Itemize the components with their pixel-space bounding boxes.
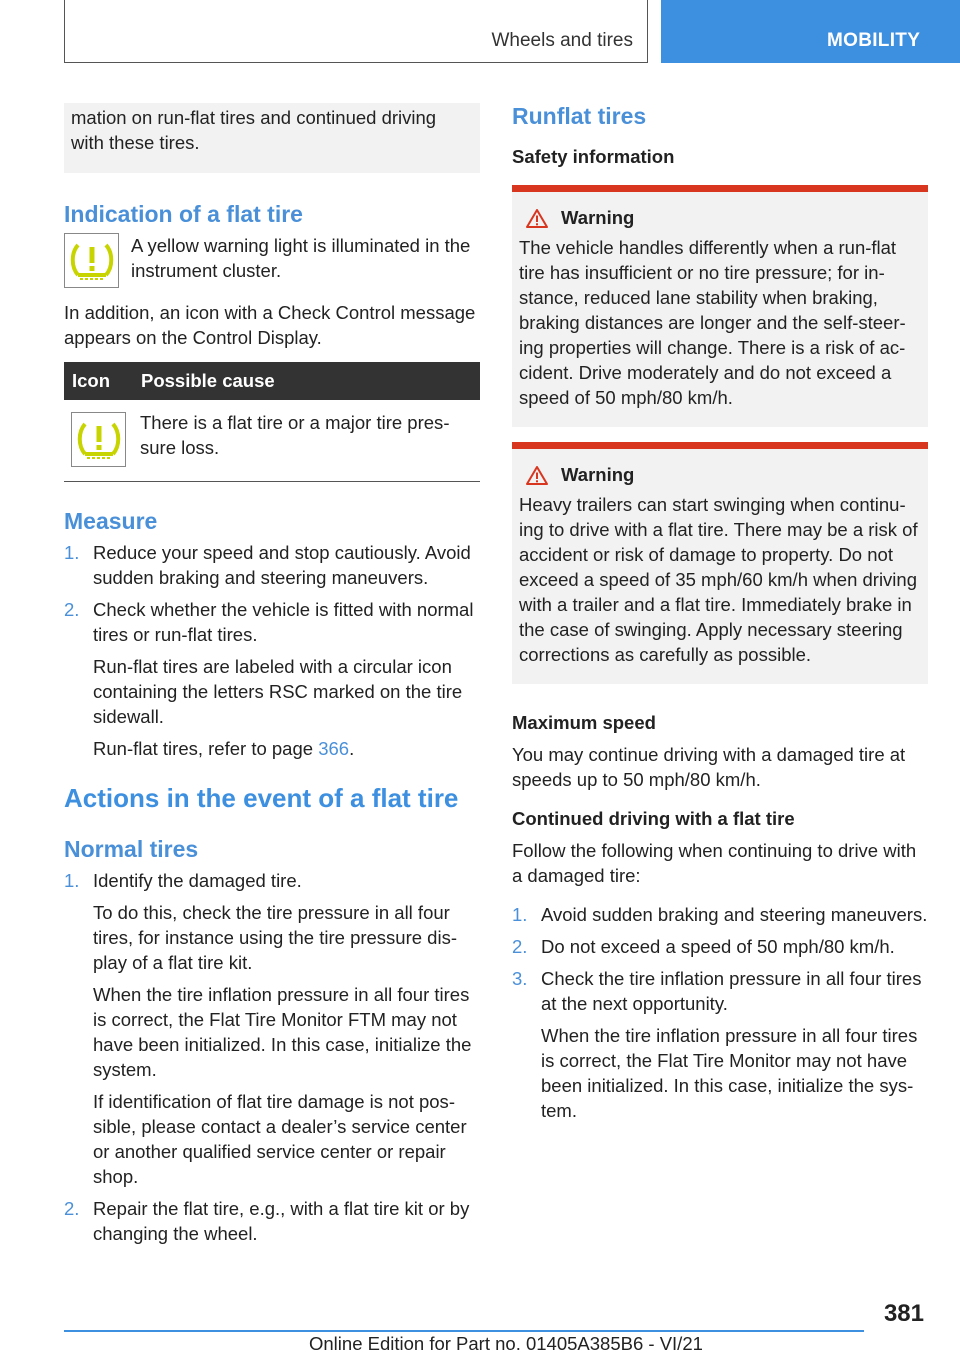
list-item: 1. Avoid sudden braking and steering maneuvers.	[512, 904, 928, 925]
warning-title: Warning	[561, 207, 635, 228]
footer-edition: Online Edition for Part no. 01405A385B6 - VI/21	[309, 1333, 703, 1354]
continued-heading: Continued driving with a flat tire	[512, 808, 795, 829]
tire-pressure-warning-icon	[71, 412, 126, 467]
header-chapter-tab	[661, 0, 960, 63]
warning-text: The vehicle handles differently when a run-flat tire has insufficient or no tire pressure; for instance, reduced lane stability when braking, braking distances are longer and the self-steering properties will change. There is a risk of accident. Drive moderately and do not exceed a speed of 50 mph/80 km/h.	[519, 237, 906, 408]
header-section-box	[64, 0, 648, 63]
actions-heading: Actions in the event of a flat tire	[64, 783, 459, 813]
safety-heading: Safety information	[512, 146, 675, 167]
list-item: 2. Do not exceed a speed of 50 mph/80 km/h.	[512, 936, 895, 957]
tire-pressure-warning-icon	[64, 233, 119, 288]
normal-tires-heading: Normal tires	[64, 836, 199, 862]
intro-text: mation on run-flat tires and continued driving with these tires.	[71, 107, 437, 153]
warning-box-1	[512, 185, 928, 427]
cause-table	[64, 362, 480, 482]
maxspeed-text: You may continue driving with a damaged tire at speeds up to 50 mph/80 km/h.	[512, 744, 906, 790]
list-item: 2. Check whether the vehicle is fitted with normal tires or run-flat tires. Run-flat tires are labeled with a circular icon containing the letters RSC marked on the tire sidewall. Run-flat tires, refer to page 366.	[64, 599, 474, 759]
indication-heading: Indication of a flat tire	[64, 201, 303, 227]
header-section-title: Wheels and tires	[491, 30, 633, 51]
header-chapter-title: MOBILITY	[827, 30, 921, 51]
warning-triangle-icon	[525, 465, 549, 486]
measure-list	[64, 540, 480, 761]
table-cell-cause: There is a flat tire or a major tire pressure loss.	[133, 400, 480, 482]
warning-triangle-icon	[525, 208, 549, 229]
continued-note-box	[64, 103, 480, 173]
table-cell-icon	[64, 400, 133, 482]
normal-tires-list	[64, 868, 480, 1246]
table-header-icon: Icon	[64, 362, 133, 400]
table-header-cause: Possible cause	[133, 362, 480, 400]
list-item: 1. Reduce your speed and stop cautiously. Avoid sudden braking and steering maneuvers.	[64, 542, 471, 588]
indication-row	[64, 233, 480, 288]
page-number: 381	[883, 1300, 924, 1327]
addition-text: In addition, an icon with a Check Control message appears on the Control Display.	[64, 302, 476, 348]
continued-list	[512, 902, 928, 1123]
table-row	[64, 400, 480, 482]
list-item: 2. Repair the flat tire, e.g., with a flat tire kit or by changing the wheel.	[64, 1198, 470, 1244]
list-item: 3. Check the tire inflation pressure in all four tires at the next opportunity. When the tire inflation pressure in all four tires is correct, the Flat Tire Monitor may not have been initialized. In this case, initialize the system.	[512, 968, 922, 1121]
list-item: 1. Identify the damaged tire. To do this, check the tire pressure in all four tires, for instance using the tire pressure display of a flat tire kit. When the tire inflation pressure in all four tires is correct, the Flat Tire Monitor FTM may not have been initialized. In this case, initialize the system. If identification of flat tire damage is not possible, please contact a dealer’s service center or another qualified service center or repair shop.	[64, 870, 472, 1187]
runflat-heading: Runflat tires	[512, 103, 647, 129]
left-column	[64, 103, 480, 1253]
continued-text: Follow the following when continuing to drive with a damaged tire:	[512, 840, 917, 886]
maxspeed-heading: Maximum speed	[512, 712, 656, 733]
right-column	[512, 103, 928, 1130]
footer-divider	[64, 1330, 864, 1332]
indication-text: A yellow warning light is illuminated in the instrument cluster.	[131, 235, 471, 281]
warning-text: Heavy trailers can start swinging when continuing to drive with a flat tire. There may be a risk of accident or risk of damage to property. Do not exceed a speed of 35 mph/60 km/h when driving with a trailer and a flat tire. Immediately brake in the case of swinging. Apply necessary steering corrections as carefully as possible.	[519, 494, 918, 665]
warning-title: Warning	[561, 464, 635, 485]
table-header-row	[64, 362, 480, 400]
page-link[interactable]: 366	[318, 738, 350, 759]
measure-heading: Measure	[64, 508, 158, 534]
warning-box-2	[512, 442, 928, 684]
